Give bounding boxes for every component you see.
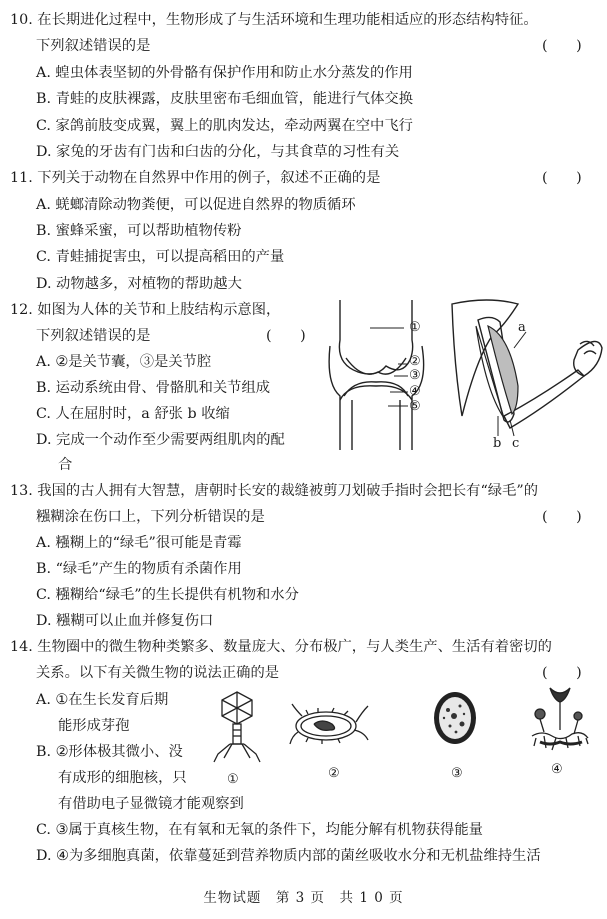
q12-option-c: C. 人在屈肘时，a 舒张 b 收缩 (36, 406, 230, 422)
q12-answer-paren: ( ) (266, 328, 306, 344)
page-footer: 生物试题 第 3 页 共 1 0 页 (203, 890, 404, 906)
q11-option-c: C. 青蛙捕捉害虫，可以提高稻田的产量 (36, 249, 285, 265)
q10-option-a: A. 蝗虫体表坚韧的外骨骼有保护作用和防止水分蒸发的作用 (36, 65, 413, 81)
arm-diagram (448, 296, 604, 448)
mold-figure (530, 686, 590, 758)
q11-answer-paren: ( ) (542, 170, 582, 186)
microbe-label-4: ④ (551, 762, 563, 777)
q10-stem-line2: 下列叙述错误的是 (36, 38, 151, 54)
q13-stem-line2: 糨糊涂在伤口上，下列分析错误的是 (36, 509, 265, 525)
joint-label-3: ③ (409, 368, 421, 383)
bacterium-figure (288, 702, 370, 748)
q12-option-b: B. 运动系统由骨、骨骼肌和关节组成 (36, 380, 271, 396)
q14-option-b-line1: B. ②形体极其微小、没 (36, 744, 183, 760)
q14-stem-line1: 14. 生物圈中的微生物种类繁多、数量庞大、分布极广，与人类生产、生活有着密切的 (10, 639, 552, 655)
q13-option-a: A. 糨糊上的“绿毛”很可能是青霉 (36, 535, 242, 551)
q11-option-a: A. 蜣螂清除动物粪便，可以促进自然界的物质循环 (36, 197, 356, 213)
q12-stem-line2: 下列叙述错误的是 (36, 328, 151, 344)
arm-label-b: b (493, 436, 502, 451)
virus-figure (210, 690, 264, 764)
q14-stem-line2: 关系。以下有关微生物的说法正确的是 (36, 665, 280, 681)
q12-option-a: A. ②是关节囊，③是关节腔 (36, 354, 212, 370)
arm-label-c: c (512, 436, 520, 451)
q14-option-b-line2: 有成形的细胞核，只 (58, 770, 187, 786)
q12-option-d-cont: 合 (58, 457, 73, 473)
q14-option-c: C. ③属于真核生物，在有氧和无氧的条件下，均能分解有机物获得能量 (36, 822, 483, 838)
q13-option-d: D. 糨糊可以止血并修复伤口 (36, 613, 214, 629)
q11-stem-line1: 11. 下列关于动物在自然界中作用的例子，叙述不正确的是 (10, 170, 381, 186)
q13-option-b: B. “绿毛”产生的物质有杀菌作用 (36, 561, 242, 577)
q13-answer-paren: ( ) (542, 509, 582, 525)
q11-option-b: B. 蜜蜂采蜜，可以帮助植物传粉 (36, 223, 242, 239)
q12-option-d: D. 完成一个动作至少需要两组肌肉的配 (36, 432, 285, 448)
q10-option-d: D. 家兔的牙齿有门齿和臼齿的分化，与其食草的习性有关 (36, 144, 400, 160)
q11-option-d: D. 动物越多，对植物的帮助越大 (36, 276, 242, 292)
joint-label-2: ② (409, 354, 421, 369)
q13-option-c: C. 糨糊给“绿毛”的生长提供有机物和水分 (36, 587, 299, 603)
q10-option-b: B. 青蛙的皮肤裸露，皮肤里密布毛细血管，能进行气体交换 (36, 91, 414, 107)
q14-answer-paren: ( ) (542, 665, 582, 681)
joint-label-5: ⑤ (409, 399, 421, 414)
yeast-figure (432, 690, 478, 746)
joint-diagram (318, 300, 440, 452)
q10-stem-line1: 10. 在长期进化过程中，生物形成了与生活环境和生理功能相适应的形态结构特征。 (10, 12, 538, 28)
q14-option-a-line2: 能形成芽孢 (58, 718, 130, 734)
q12-stem-line1: 12. 如图为人体的关节和上肢结构示意图， (10, 302, 281, 318)
q10-answer-paren: ( ) (542, 38, 582, 54)
arm-label-a: a (518, 320, 526, 335)
q14-option-a-line1: A. ①在生长发育后期 (36, 692, 169, 708)
q14-option-d: D. ④为多细胞真菌，依靠蔓延到营养物质内部的菌丝吸收水分和无机盐维持生活 (36, 848, 541, 864)
q14-option-b-line3: 有借助电子显微镜才能观察到 (58, 796, 244, 812)
q13-stem-line1: 13. 我国的古人拥有大智慧，唐朝时长安的裁缝被剪刀划破手指时会把长有“绿毛”的 (10, 483, 538, 499)
joint-label-4: ④ (409, 384, 421, 399)
q10-option-c: C. 家鸽前肢变成翼，翼上的肌肉发达，牵动两翼在空中飞行 (36, 118, 413, 134)
joint-label-1: ① (409, 320, 421, 335)
microbe-label-1: ① (227, 772, 239, 787)
microbe-label-3: ③ (451, 766, 463, 781)
microbe-label-2: ② (328, 766, 340, 781)
